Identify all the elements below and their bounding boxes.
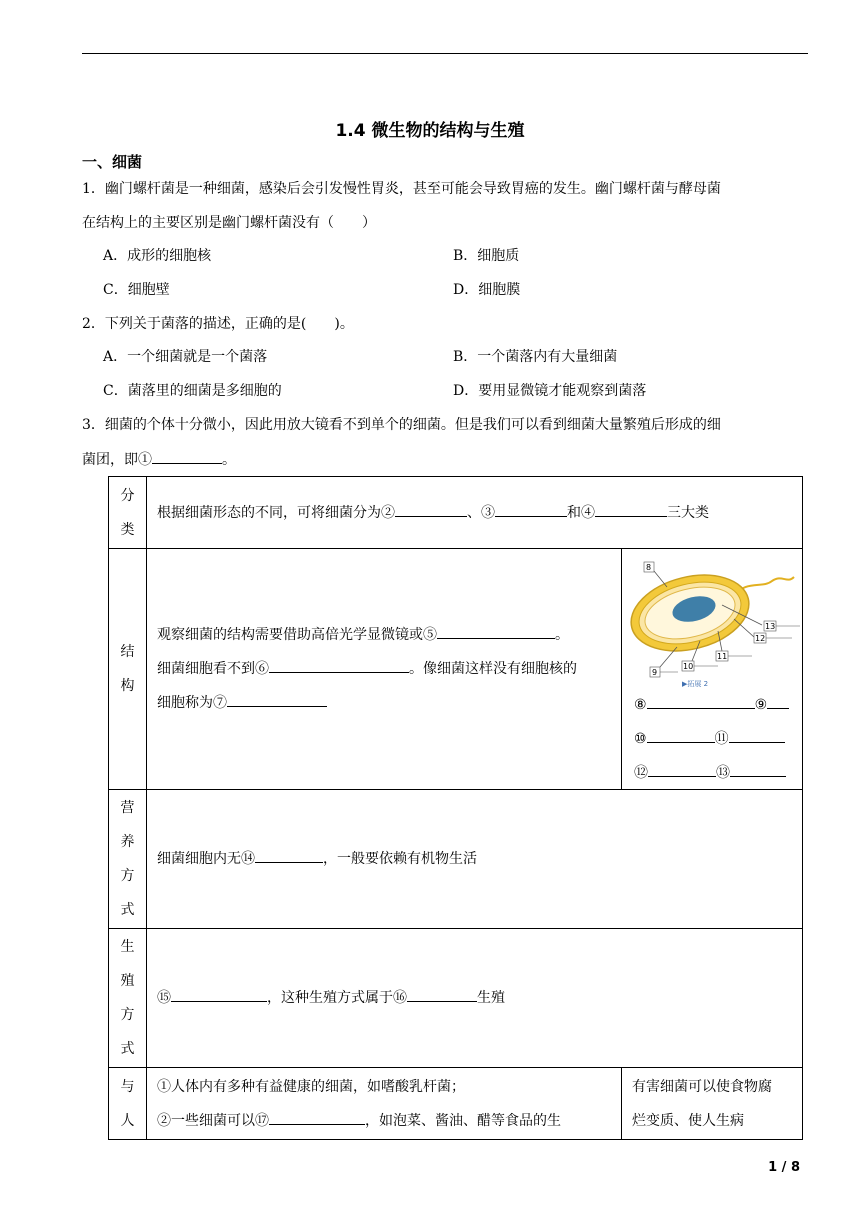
q3-text-a: 菌团，即① bbox=[82, 452, 152, 468]
q2-option-d[interactable]: D．要用显微镜才能观察到菌落 bbox=[453, 383, 647, 399]
blank-13[interactable] bbox=[730, 762, 786, 777]
blank-16[interactable] bbox=[407, 987, 477, 1002]
bacteria-figure-cell bbox=[622, 549, 803, 790]
q3-stem-line1: 3．细菌的个体十分微小，因此用放大镜看不到单个的细菌。但是我们可以看到细菌大量繁殖后形成的细 bbox=[82, 417, 721, 433]
blank-2[interactable] bbox=[395, 502, 467, 517]
table-row-classification bbox=[109, 477, 803, 549]
svg-text:11: 11 bbox=[717, 652, 728, 661]
knowledge-table bbox=[108, 476, 803, 1140]
q1-option-d[interactable]: D．细胞膜 bbox=[453, 282, 521, 298]
q1-option-c[interactable]: C．细胞壁 bbox=[103, 282, 170, 298]
section-heading: 一、细菌 bbox=[82, 153, 143, 171]
blank-5[interactable] bbox=[437, 624, 555, 639]
svg-text:9: 9 bbox=[652, 668, 658, 677]
table-row-structure bbox=[109, 549, 803, 790]
label-relation: 与 人 bbox=[109, 1068, 147, 1140]
figure-answers-row1: ⑧ ⑨ bbox=[634, 694, 789, 713]
label-classification: 分 类 bbox=[109, 477, 147, 549]
blank-14[interactable] bbox=[255, 848, 323, 863]
blank-4[interactable] bbox=[595, 502, 667, 517]
label-structure: 结 构 bbox=[109, 549, 147, 790]
reproduction-cell: ⑮ ，这种生殖方式属于⑯ 生殖 bbox=[147, 929, 803, 1068]
label-reproduction: 生 殖 方 式 bbox=[109, 929, 147, 1068]
figure-caption: ▶拓展 2 bbox=[682, 680, 709, 688]
blank-11[interactable] bbox=[729, 728, 785, 743]
table-row-relation bbox=[109, 1068, 803, 1140]
nutrition-cell: 细菌细胞内无⑭ ，一般要依赖有机物生活 bbox=[147, 790, 803, 929]
table-row-nutrition bbox=[109, 790, 803, 929]
label-nutrition: 营 养 方 式 bbox=[109, 790, 147, 929]
blank-15[interactable] bbox=[171, 987, 267, 1002]
header-rule bbox=[82, 53, 808, 54]
blank-9[interactable] bbox=[767, 694, 789, 709]
svg-text:12: 12 bbox=[755, 634, 766, 643]
q2-stem: 2．下列关于菌落的描述，正确的是( )。 bbox=[82, 316, 354, 332]
figure-answers-row2: ⑩ ⑪ bbox=[634, 728, 785, 748]
blank-17[interactable] bbox=[269, 1110, 365, 1125]
q2-option-b[interactable]: B．一个菌落内有大量细菌 bbox=[453, 349, 618, 365]
bacteria-diagram bbox=[622, 559, 802, 689]
svg-text:8: 8 bbox=[646, 563, 652, 572]
q1-stem-line1: 1．幽门螺杆菌是一种细菌，感染后会引发慢性胃炎，甚至可能会导致胃癌的发生。幽门螺杆菌与酵母菌 bbox=[82, 181, 721, 197]
blank-12[interactable] bbox=[648, 762, 716, 777]
q3-text-b: 。 bbox=[222, 452, 236, 468]
q2-option-c[interactable]: C．菌落里的细菌是多细胞的 bbox=[103, 383, 282, 399]
blank-7[interactable] bbox=[227, 692, 327, 707]
blank-1[interactable] bbox=[152, 449, 222, 464]
relation-harmful-cell: 有害细菌可以使食物腐 烂变质、使人生病 bbox=[622, 1068, 803, 1140]
q2-option-a[interactable]: A．一个细菌就是一个菌落 bbox=[103, 349, 268, 365]
blank-10[interactable] bbox=[647, 728, 715, 743]
q1-option-b[interactable]: B．细胞质 bbox=[453, 248, 520, 264]
q1-option-a[interactable]: A．成形的细胞核 bbox=[103, 248, 212, 264]
q3-stem-line2 bbox=[82, 449, 236, 470]
page-number: 1 / 8 bbox=[768, 1160, 800, 1175]
relation-beneficial-cell: ①人体内有多种有益健康的细菌，如嗜酸乳杆菌； ②一些细菌可以⑰ ，如泡菜、酱油、醋等食品的生 bbox=[147, 1068, 622, 1140]
classification-cell: 根据细菌形态的不同，可将细菌分为② 、③ 和④ 三大类 bbox=[147, 477, 803, 549]
blank-6[interactable] bbox=[269, 658, 409, 673]
structure-cell: 观察细菌的结构需要借助高倍光学显微镜或⑤ 。 细菌细胞看不到⑥ 。像细菌这样没有细胞核的 细胞称为⑦ bbox=[147, 549, 622, 790]
svg-text:13: 13 bbox=[765, 622, 776, 631]
blank-8[interactable] bbox=[647, 694, 755, 709]
page-title: 1.4 微生物的结构与生殖 bbox=[335, 121, 525, 141]
blank-3[interactable] bbox=[495, 502, 567, 517]
figure-answers-row3: ⑫ ⑬ bbox=[634, 762, 786, 782]
svg-text:10: 10 bbox=[683, 662, 694, 671]
q1-stem-line2: 在结构上的主要区别是幽门螺杆菌没有（ ） bbox=[82, 215, 376, 231]
table-row-reproduction bbox=[109, 929, 803, 1068]
